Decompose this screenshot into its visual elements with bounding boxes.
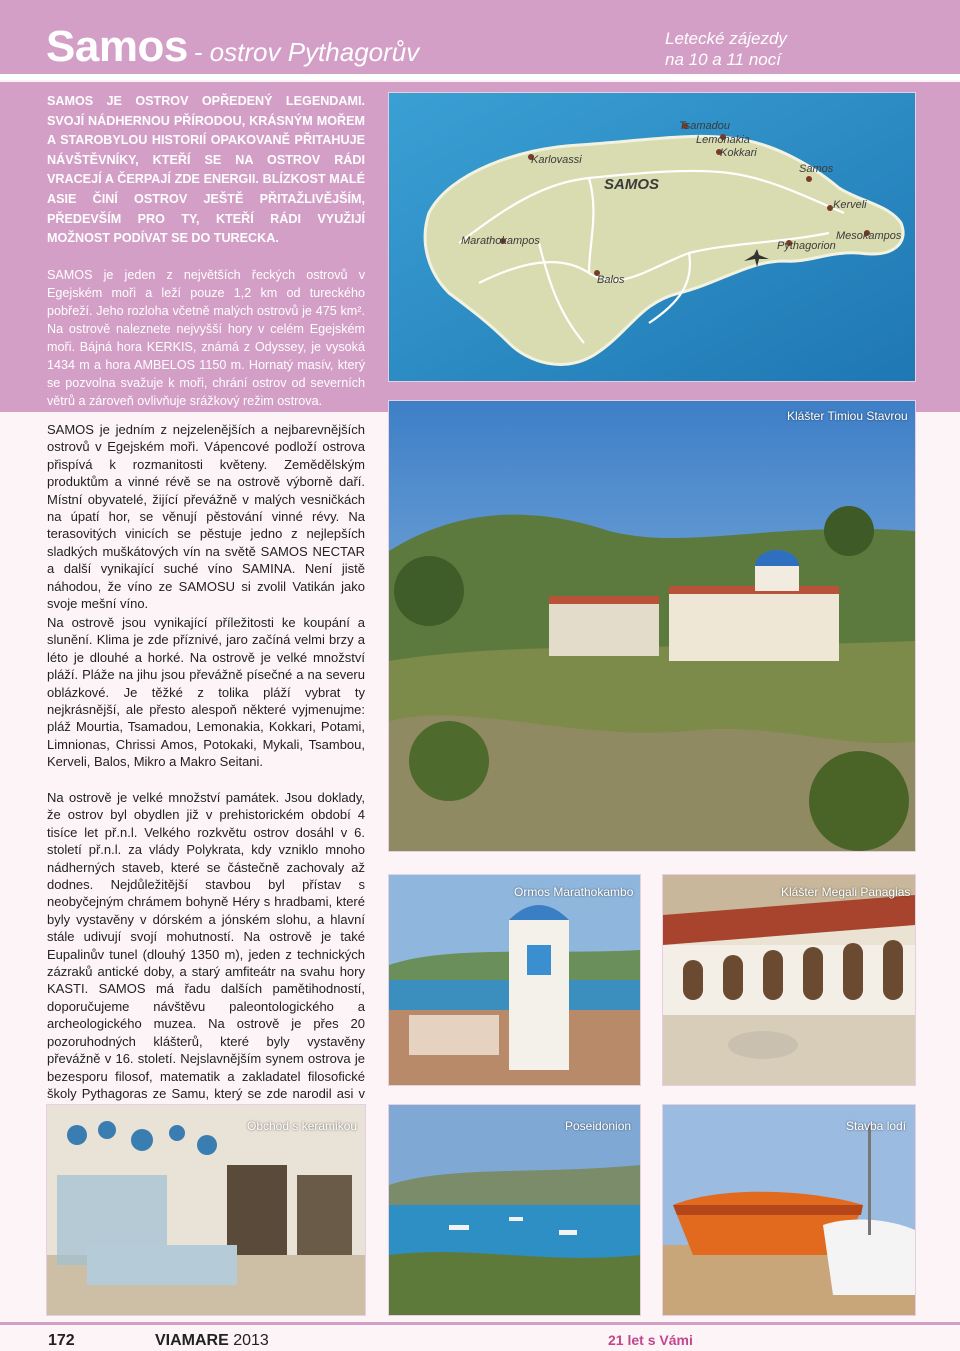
- footer-brand: [155, 1332, 269, 1350]
- map-kokkari: Kokkari: [720, 147, 757, 159]
- trip-line-1: Letecké zájezdy: [665, 29, 787, 48]
- caption-boats: Stavba lodí: [846, 1119, 907, 1133]
- map-kerveli: Kerveli: [833, 199, 867, 211]
- map-lemonakia: Lemonakia: [696, 134, 750, 146]
- caption-megali: Klášter Megali Panagias: [781, 885, 911, 899]
- map-karlovassi: Karlovassi: [531, 154, 582, 166]
- caption-poseidonion: Poseidonion: [565, 1119, 632, 1133]
- brand-year: 2013: [233, 1332, 269, 1349]
- map-balos: Balos: [597, 274, 625, 286]
- paragraph-nature: SAMOS je jedním z nejzelenějších a nejbarevnějších ostrovů v Egejském moři. Vápencové podloží ostrova přispívá k rozmanitosti květeny. Zemědělským produktům a vinné révě se na ostrově výborně daří. Místní obyvatelé, žijící převážně v malých vesničkách na úpatí hor, se věnují pěstování vinné révy. Na terasovitých vinicích se pěstuje jedno z nejlepších sladkých muškátových vín na světě SAMOS NECTAR a další vynikající suché víno SAMINA. Není jistě náhodou, že víno ze SAMOSU si zvolil Vatikán jako svoje mešní víno.: [47, 422, 365, 612]
- map-pythagorion: Pythagorion: [777, 240, 836, 252]
- photo-ormos: [388, 874, 641, 1086]
- photo-monastery-timiou: [388, 400, 916, 852]
- map-mesokampos: Mesokampos: [836, 230, 902, 242]
- caption-monastery-timiou: Klášter Timiou Stavrou: [787, 409, 908, 423]
- map-tsamadou: Tsamadou: [679, 120, 730, 132]
- paragraph-intro: SAMOS je jeden z největších řeckých ostrovů v Egejském moři a leží pouze 1,2 km od tureckého pobřeží. Jeho rozloha včetně malých ostrovů je 475 km². Na ostrově naleznete nejvyšší hory v celém Egejském moři. Bájná hora KERKIS, známá z Odyssey, je vysoká 1434 m a hora AMBELOS 1150 m. Hornatý masív, který se pozvolna svažuje k moři, chrání ostrov od severních větrů a zároveň ovlivňuje srážkový režim ostrova.: [47, 268, 365, 408]
- trip-line-2: na 10 a 11 nocí: [665, 50, 781, 69]
- footer-divider: [0, 1322, 960, 1325]
- brand-name: VIAMARE: [155, 1332, 229, 1349]
- header-divider: [0, 74, 960, 80]
- page-title: [46, 22, 419, 72]
- photo-ceramics: [46, 1104, 366, 1316]
- paragraph-beaches: Na ostrově jsou vynikající příležitosti ke koupání a slunění. Klima je zde příznivé, jaro začíná velmi brzy a léto je dlouhé a horké. Na ostrově je velké množství pláží. Pláže na jihu jsou převážně písečné a na severu oblázkové. Je těžké z tolika pláží vybrat ty nejkrásnější, ale přesto alespoň některé vyjmenujme: pláž Mourtia, Tsamadou, Lemonakia, Kokkari, Potami, Limnionas, Chrissi Amos, Potokaki, Mykali, Tsambou, Kerveli, Balos, Mikro a Makro Seitani.: [47, 615, 365, 770]
- photo-megali: [662, 874, 916, 1086]
- photo-poseidonion: [388, 1104, 641, 1316]
- title-main: Samos: [46, 22, 188, 71]
- title-sub: - ostrov Pythagorův: [193, 37, 420, 67]
- caption-ceramics: Obchod s keramikou: [247, 1119, 358, 1133]
- trip-info: [665, 28, 787, 70]
- caption-ormos: Ormos Marathokambo: [514, 885, 634, 899]
- map-marathokampos: Marathokampos: [461, 235, 540, 247]
- photo-boats: [662, 1104, 916, 1316]
- map-island-label: SAMOS: [604, 176, 660, 193]
- map-samos: Samos: [799, 163, 834, 175]
- paragraph-history: Na ostrově je velké množství památek. Jsou doklady, že ostrov byl obydlen již v prehistorickém období 4 tisíce let př.n.l. Velkého rozkvětu ostrov dosáhl v 6. století př.n.l. za vlády Polykrata, kdy vzniklo mnoho nádherných staveb, které se částečně zachovaly až dodnes. Nejdůležitější stavbou byl přístav s neobyčejným chrámem bohyně Héry s hradbami, které byly vystavěny v dórském a jónském slohu, a hlavní stále udivují svojí mohutností. Na ostrově je také Eupalinův tunel (dlouhý 1350 m), jeden z technických zázraků antické doby, a starý amfiteátr na svahu hory KASTI. SAMOS má řadu dalších pamětihodností, doporučujeme návštěvu paleontologického a archeologického muzea. Na ostrově je přes 20 pozoruhodných klášterů, které byly vystavěny převážně v 16. století. Nejslavnějším synem ostrova je bezesporu filosof, matematik a zakladatel filosofické školy Pythagoras ze Samu, který se zde narodil asi v: [47, 790, 365, 1101]
- island-map: [388, 92, 916, 382]
- lead-paragraph: SAMOS JE OSTROV OPŘEDENÝ LEGENDAMI. SVOJÍ NÁDHERNOU PŘÍRODOU, KRÁSNÝM MOŘEM A STAROBYLOU HISTORIÍ OPAKOVANĚ PŘITAHUJE NÁVŠTĚVNÍKY, KTEŘÍ SE NA OSTROV RÁDI VRACEJÍ A ČERPAJÍ ZDE ENERGII. BLÍZKOST MALÉ ASIE ČINÍ OSTROV JEŠTĚ PŘITAŽLIVĚJŠÍM, PŘEDEVŠÍM PRO TY, KTEŘÍ RÁDI VYUŽIJÍ MOŽNOST PODÍVAT SE DO TURECKA.: [47, 94, 365, 246]
- footer-slogan: 21 let s Vámi: [608, 1332, 693, 1348]
- page-number: 172: [48, 1332, 75, 1349]
